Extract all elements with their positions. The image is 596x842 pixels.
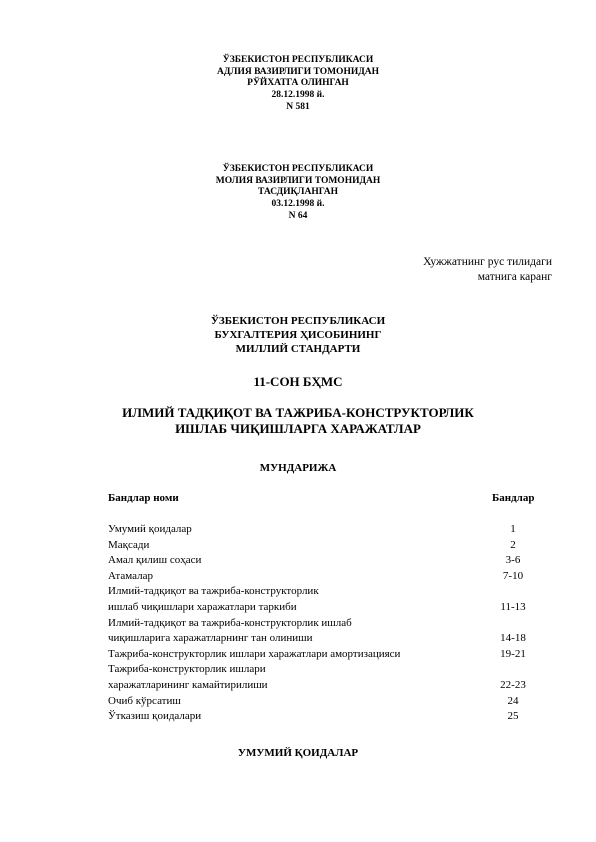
toc-item-line: Амал қилиш соҳаси bbox=[108, 554, 202, 567]
language-note-line2: матнига каранг bbox=[477, 270, 552, 283]
registration-stamp-line2: АДЛИЯ ВАЗИРЛИГИ ТОМОНИДАН bbox=[216, 66, 380, 77]
toc-item-line: Умумий қоидалар bbox=[108, 523, 192, 535]
language-note-line1: Хужжатнинг рус тилидаги bbox=[423, 256, 552, 268]
toc-item-clauses: 7-10 bbox=[502, 569, 524, 582]
approval-number: N 64 bbox=[288, 210, 308, 221]
language-note bbox=[423, 255, 552, 284]
toc-item-line: Илмий-тадқиқот ва тажриба-конструкторлик bbox=[108, 585, 319, 598]
toc-item-line: Тажриба-конструкторлик ишлари харажатлари амортизацияси bbox=[108, 647, 401, 660]
standard-title-line1: ЎЗБЕКИСТОН РЕСПУБЛИКАСИ bbox=[210, 315, 386, 327]
registration-stamp-line1: ЎЗБЕКИСТОН РЕСПУБЛИКАСИ bbox=[222, 55, 374, 65]
toc-item-label bbox=[108, 662, 478, 693]
toc-item-line: Атамалар bbox=[108, 569, 153, 582]
toc-item-label bbox=[108, 522, 478, 538]
toc-row bbox=[108, 709, 548, 725]
toc-item-clauses: 14-18 bbox=[500, 632, 526, 645]
toc-item-line: харажатларининг камайтирилиши bbox=[108, 678, 268, 691]
standard-code: 11-СОН БҲМС bbox=[253, 374, 343, 389]
toc-row bbox=[108, 522, 548, 538]
toc-row bbox=[108, 538, 548, 554]
toc-item-clauses: 22-23 bbox=[500, 678, 526, 691]
toc-item-clauses: 24 bbox=[507, 694, 519, 707]
standard-title-line3: МИЛЛИЙ СТАНДАРТИ bbox=[235, 343, 361, 355]
toc-item-clauses: 11-13 bbox=[500, 600, 526, 613]
toc-item-line: Илмий-тадқиқот ва тажриба-конструкторлик ишлаб bbox=[108, 616, 352, 629]
standard-title bbox=[0, 314, 596, 356]
toc-item-label bbox=[108, 584, 478, 615]
table-of-contents bbox=[108, 522, 548, 725]
document-title-line2: ИШЛАБ ЧИҚИШЛАРГА ХАРАЖАТЛАР bbox=[175, 420, 421, 436]
document-title-line1: ИЛМИЙ ТАДҚИҚОТ ВА ТАЖРИБА-КОНСТРУКТОРЛИК bbox=[122, 405, 474, 420]
toc-item-clauses: 3-6 bbox=[505, 554, 521, 567]
toc-column-name: Бандлар номи bbox=[108, 492, 179, 504]
toc-item-clauses: 1 bbox=[510, 523, 516, 535]
section-heading: УМУМИЙ ҚОИДАЛАР bbox=[237, 747, 359, 759]
approval-stamp-line3: ТАСДИҚЛАНГАН bbox=[257, 187, 339, 198]
approval-date: 03.12.1998 й. bbox=[271, 199, 325, 210]
toc-item-label bbox=[108, 709, 478, 725]
toc-item-clauses: 19-21 bbox=[500, 647, 526, 660]
toc-row bbox=[108, 569, 548, 585]
toc-item-line: Мақсади bbox=[108, 538, 150, 551]
toc-row bbox=[108, 662, 548, 693]
toc-column-clauses: Бандлар bbox=[492, 492, 535, 504]
toc-row bbox=[108, 694, 548, 710]
registration-date: 28.12.1998 й. bbox=[271, 90, 325, 101]
toc-item-label bbox=[108, 694, 478, 710]
toc-row bbox=[108, 616, 548, 647]
toc-row bbox=[108, 553, 548, 569]
toc-item-line: Очиб кўрсатиш bbox=[108, 694, 181, 707]
toc-item-line: Тажриба-конструкторлик ишлари bbox=[108, 663, 266, 676]
toc-item-label bbox=[108, 616, 478, 647]
approval-stamp bbox=[0, 164, 596, 223]
registration-number: N 581 bbox=[286, 101, 310, 112]
toc-item-label bbox=[108, 569, 478, 585]
approval-stamp-line2: МОЛИЯ ВАЗИРЛИГИ ТОМОНИДАН bbox=[215, 175, 381, 186]
document-title bbox=[0, 405, 596, 436]
toc-item-clauses: 2 bbox=[510, 538, 516, 551]
toc-item-line: Ўтказиш қоидалари bbox=[108, 710, 202, 723]
toc-row bbox=[108, 647, 548, 663]
toc-item-line: чиқишларига харажатларнинг тан олиниши bbox=[108, 632, 313, 645]
toc-item-clauses: 25 bbox=[507, 710, 519, 723]
toc-item-label bbox=[108, 647, 478, 663]
toc-item-label bbox=[108, 553, 478, 569]
standard-title-line2: БУХГАЛТЕРИЯ ҲИСОБИНИНГ bbox=[214, 329, 382, 341]
registration-stamp-line3: РЎЙХАТГА ОЛИНГАН bbox=[247, 78, 349, 89]
toc-item-label bbox=[108, 538, 478, 554]
toc-item-line: ишлаб чиқишлари харажатлари таркиби bbox=[108, 600, 297, 613]
toc-row bbox=[108, 584, 548, 615]
approval-stamp-line1: ЎЗБЕКИСТОН РЕСПУБЛИКАСИ bbox=[222, 164, 374, 174]
toc-heading: МУНДАРИЖА bbox=[259, 462, 337, 474]
registration-stamp bbox=[0, 55, 596, 114]
